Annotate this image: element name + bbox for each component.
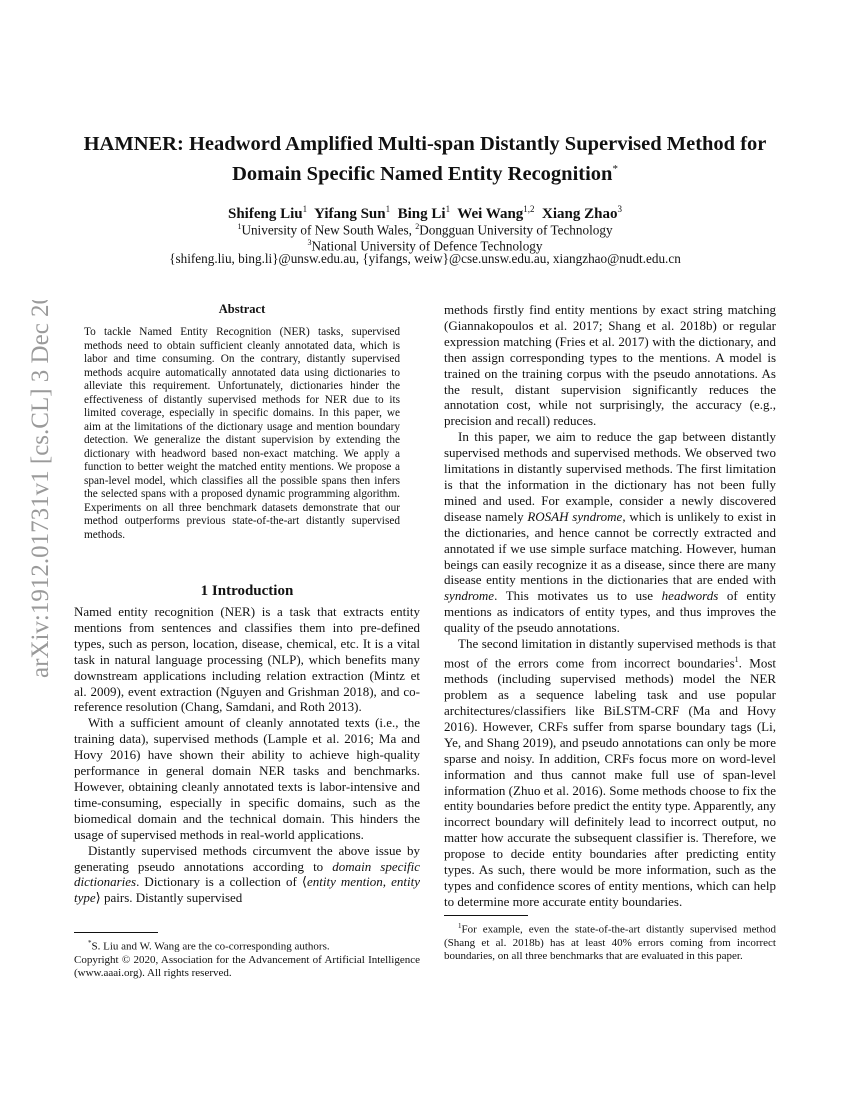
paragraph: With a sufficient amount of cleanly annotated texts (i.e., the training data), supervised methods (Lample et al. 2016; Ma and Hovy 2016) have shown their ability to achieve high-quality performance in general domain NER tasks and benchmarks. However, obtaining cleanly annotated texts is labor-intensive and time-consuming, especially in specific domains, such as the biomedical domain and the technical domain. This hinders the usage of supervised methods in real-world applications. bbox=[74, 715, 420, 842]
title-footnote-mark: * bbox=[612, 163, 618, 175]
affiliation-line-1: $^1$University of New South Wales, $^2$Dongguan University of Technology bbox=[237, 222, 613, 238]
section-heading-introduction: 1 Introduction bbox=[200, 583, 294, 599]
author-emails: {shifeng.liu, bing.li}@unsw.edu.au, {yifangs, weiw}@cse.unsw.edu.au, xiangzhao@nudt.edu.cn bbox=[169, 251, 681, 266]
author: Xiang Zhao bbox=[542, 206, 618, 222]
footnote-rule bbox=[74, 932, 158, 933]
footnote-right: $^1$For example, even the state-of-the-art distantly supervised method (Shang et al. 2018b) has at least 40% errors coming from incorrect boundaries, on all three benchmarks that are evaluated in this paper. bbox=[444, 922, 776, 963]
footnote-rule bbox=[444, 915, 528, 916]
paragraph: Named entity recognition (NER) is a task that extracts entity mentions from sentences and classifies them into pre-defined types, such as person, location, disease, chemical, etc. It is a vital task in natural language processing (NLP), which benefits many downstream applications including relation extraction (Mintz et al. 2009), event extraction (Nguyen and Grishman 2018), and co-reference resolution (Chang, Samdani, and Roth 2013). bbox=[74, 604, 420, 715]
paragraph: The second limitation in distantly supervised methods is that most of the errors come from incorrect boundaries$^1$. Most methods (including supervised methods) model the NER problem as a sequence labeling task and use popular architectures/classifiers like BiLSTM-CRF (Ma and Hovy 2016). However, CRFs suffer from sparse boundary tags (Li, Ye, and Shang 2019), and pseudo annotations can only be more sparse and noisy. In addition, CRFs focus more on word-level information and thus cannot make full use of span-level information (Zhuo et al. 2016). Some methods choose to fix the entity boundaries before predict the entity type. Apparently, any incorrect boundary will definitely lead to incorrect output, no matter how accurate the subsequent classifier is. Therefore, we propose to decide entity boundaries after predicting entity types. As such, there would be more information, such as the types and confidence scores of entity mentions, which can help to determine more accurate entity boundaries. bbox=[444, 636, 777, 909]
author-list: Shifeng Liu$^1$ Yifang Sun$^1$ Bing Li$^1$ Wei Wang$^{1,2}$ Xiang Zhao$^3$ bbox=[227, 204, 622, 222]
copyright-notice: Copyright © 2020, Association for the Advancement of Artificial Intelligence (www.aaai.org). All rights reserved. bbox=[74, 954, 420, 980]
paper-title bbox=[60, 132, 790, 187]
affiliation-line-2: $^3$National University of Defence Technology bbox=[307, 238, 543, 254]
arxiv-id: arXiv:1912.01731v1 [cs.CL] 3 Dec 2019 bbox=[27, 300, 54, 678]
right-column-body bbox=[444, 302, 776, 910]
author: Yifang Sun bbox=[314, 206, 386, 222]
author: Shifeng Liu bbox=[227, 206, 303, 222]
title-line-2: Domain Specific Named Entity Recognition* bbox=[232, 162, 618, 185]
title-line-1: HAMNER: Headword Amplified Multi-span Distantly Supervised Method for bbox=[83, 133, 767, 155]
abstract-heading: Abstract bbox=[218, 302, 266, 316]
paragraph: Distantly supervised methods circumvent the above issue by generating pseudo annotations according to domain specific dictionaries. Dictionary is a collection of ⟨entity mention, entity type⟩ pairs. Distantly supervised bbox=[74, 842, 420, 906]
paragraph: In this paper, we aim to reduce the gap between distantly supervised methods and supervised methods. We observed two limitations in distantly supervised methods. The first limitation is that the information in the dictionary has not been fully mined and used. For example, consider a newly discovered disease namely ROSAH syndrome, which is unlikely to exist in the dictionaries, and hence cannot be correctly extracted and annotated if we use simple surface matching. However, human beings can easily recognize it as a disease, since there are many disease entity mentions in the dictionaries that are ended with syndrome. This motivates us to use headwords of entity mentions as indicators of entity types, and thus improves the quality of the pseudo annotations. bbox=[444, 429, 776, 636]
author: Bing Li bbox=[397, 206, 446, 222]
paragraph: methods firstly find entity mentions by exact string matching (Giannakopoulos et al. 2017; Shang et al. 2018b) or regular expression matching (Fries et al. 2017) with the dictionary, and then assign corresponding types to the mentions. A model is trained on the training corpus with the pseudo annotations. As the result, distant supervision significantly reduces the annotation cost, while not surprisingly, the accuracy (e.g., precision and recall) reduces. bbox=[444, 302, 776, 429]
arxiv-sidebar-stamp bbox=[18, 300, 58, 680]
left-column-body bbox=[74, 604, 420, 906]
footnote-left: *S. Liu and W. Wang are the co-corresponding authors. Copyright © 2020, Association for the Advancement of Artificial Intelligence (www.aaai.org). All rights reserved. bbox=[74, 939, 420, 980]
author: Wei Wang bbox=[457, 206, 524, 222]
abstract-text: To tackle Named Entity Recognition (NER) tasks, supervised methods need to obtain sufficient cleanly annotated data, which is labor and time consuming. On the contrary, distantly supervised methods acquire automatically annotated data using dictionaries to alleviate this requirement. Unfortunately, dictionaries hinder the effectiveness of distantly supervised methods for NER due to its limited coverage, especially in specific domains. In this paper, we aim at the limitations of the dictionary usage and mention boundary detection. We generalize the distant supervision by extending the dictionary with headword based non-exact matching. We apply a function to better weight the matched entity mentions. We propose a span-level model, which classifies all the possible spans then infers the selected spans with a proposed dynamic programming algorithm. Experiments on all three benchmark datasets demonstrate that our method outperforms previous state-of-the-art distantly supervised methods. bbox=[84, 326, 400, 541]
